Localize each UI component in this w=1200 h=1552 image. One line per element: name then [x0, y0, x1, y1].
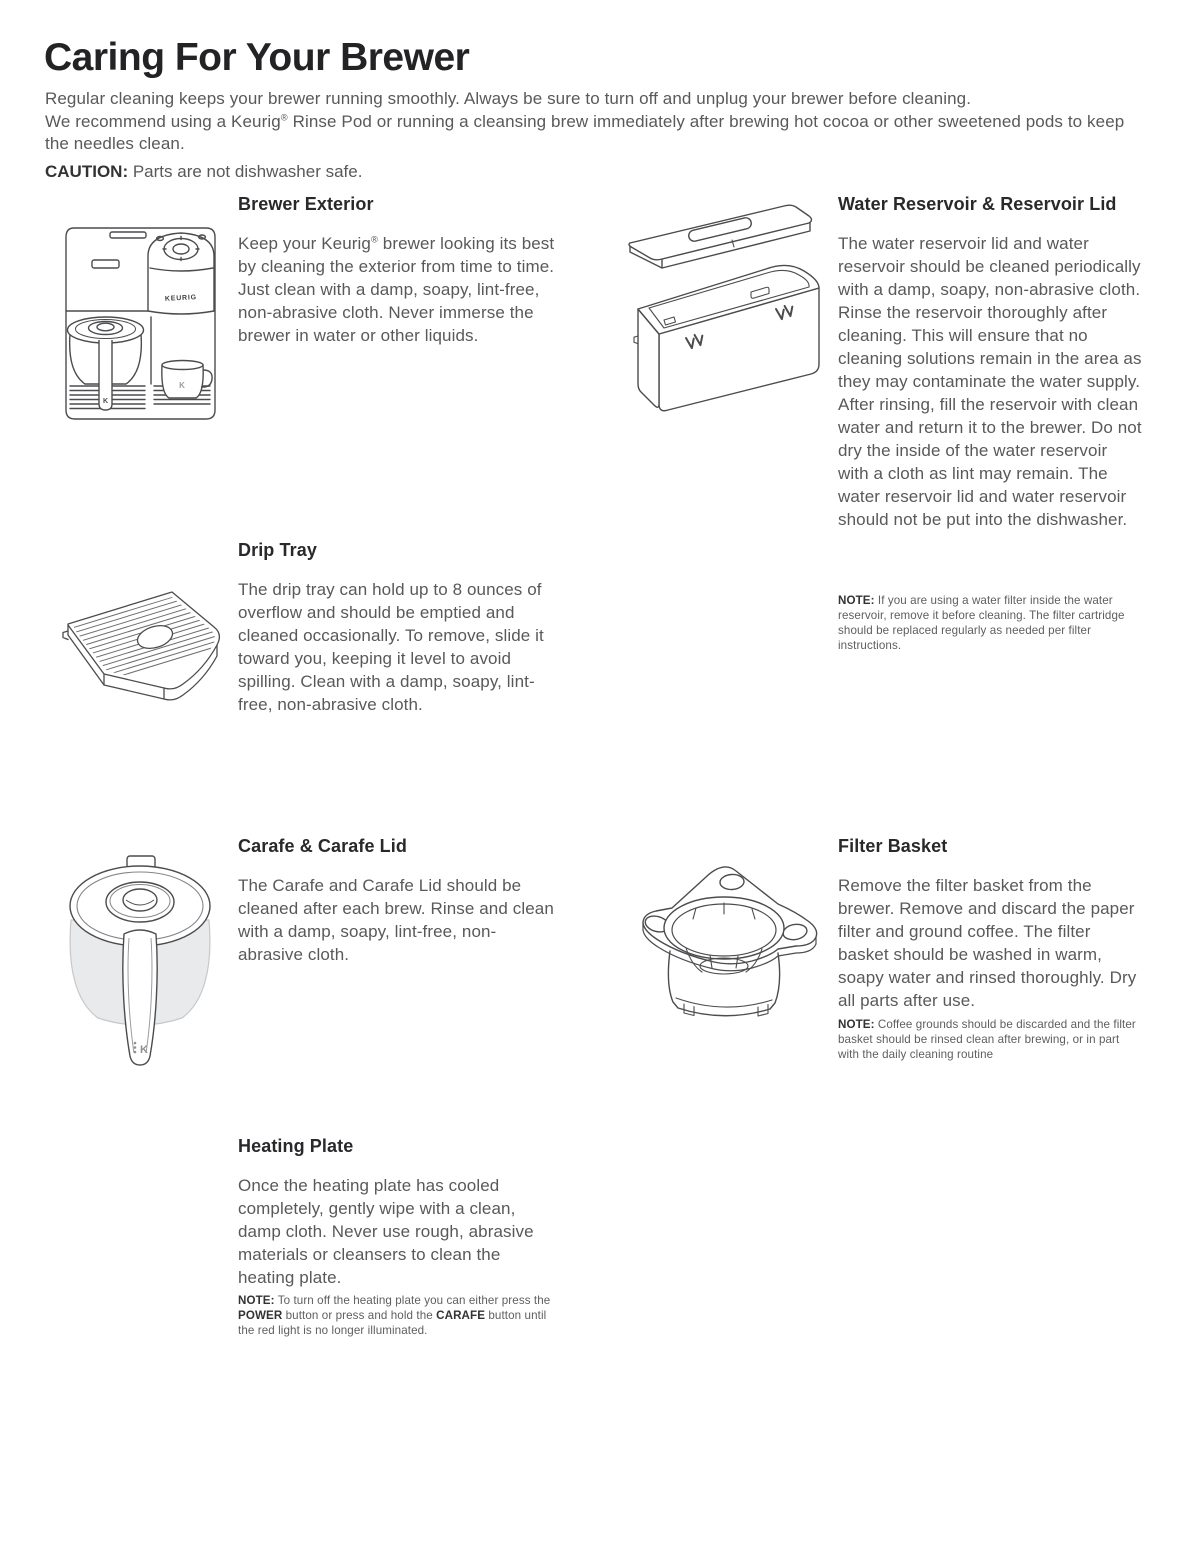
- drip-tray-figure: [58, 588, 240, 716]
- brewer-exterior-figure: [48, 216, 233, 431]
- page-title: Caring For Your Brewer: [44, 36, 470, 79]
- drip-tray-heading: Drip Tray: [238, 540, 317, 560]
- caution-line: CAUTION: Parts are not dishwasher safe.: [45, 162, 363, 181]
- water-reservoir-heading: Water Reservoir & Reservoir Lid: [838, 194, 1117, 214]
- water-reservoir-figure: [616, 196, 831, 424]
- brewer-exterior-body: Keep your Keurig® brewer looking its best by cleaning the exterior from time to time. Just clean with a damp, soapy, lint-free, non-abrasive cloth. Never immerse the brewer in water or other liquids.: [238, 234, 555, 345]
- keurig-logo-text: KEURIG: [164, 294, 198, 303]
- filter-basket-note: NOTE: Coffee grounds should be discarded and the filter basket should be rinsed clean after brewing, or in part with the daily cleaning routine: [838, 1018, 1136, 1061]
- mug-k-mark: K: [179, 381, 185, 390]
- water-reservoir-note: NOTE: If you are using a water filter inside the water reservoir, remove it before cleaning. The filter cartridge should be replaced regularly as needed per filter instructions.: [838, 594, 1125, 652]
- carafe-heading: Carafe & Carafe Lid: [238, 836, 407, 856]
- carafe-handle-k-mark: K: [140, 1044, 148, 1056]
- filter-basket-body: Remove the filter basket from the brewer. Remove and discard the paper filter and ground coffee. The filter basket should be washed in warm, soapy water and rinsed thoroughly. Dry all parts after use.: [838, 876, 1137, 1010]
- filter-basket-heading: Filter Basket: [838, 836, 948, 856]
- water-reservoir-body: The water reservoir lid and water reservoir should be cleaned periodically with a damp, soapy, non-abrasive cloth. Rinse the reservoir thoroughly after cleaning. This will ensure that no cleaning solutions remain in the area as they may contaminate the water supply. After rinsing, fill the reservoir with clean water and return it to the brewer. Do not dry the inside of the water reservoir with a cloth as lint may remain. The water reservoir lid and water reservoir should not be put into the dishwasher.: [838, 234, 1142, 529]
- carafe-k-mark: K: [102, 398, 109, 405]
- carafe-body: The Carafe and Carafe Lid should be cleaned after each brew. Rinse and clean with a damp, soapy, lint-free, non-abrasive cloth.: [238, 876, 554, 964]
- filter-basket-figure: [620, 856, 820, 1022]
- brewer-exterior-heading: Brewer Exterior: [238, 194, 374, 214]
- intro-paragraph: Regular cleaning keeps your brewer running smoothly. Always be sure to turn off and unplug your brewer before cleaning. We recommend using a Keurig® Rinse Pod or running a cleansing brew immediately after brewing hot cocoa or other sweetened pods to keep the needles clean.: [45, 89, 1125, 153]
- heating-plate-heading: Heating Plate: [238, 1136, 354, 1156]
- drip-tray-body: The drip tray can hold up to 8 ounces of overflow and should be emptied and cleaned occasionally. To remove, slide it toward you, keeping it level to avoid spilling. Clean with a damp, soapy, lint-free, non-abrasive cloth.: [238, 580, 544, 714]
- heating-plate-body: Once the heating plate has cooled completely, gently wipe with a clean, damp cloth. Never use rough, abrasive materials or cleansers to clean the heating plate.: [238, 1176, 534, 1287]
- carafe-figure: [52, 850, 234, 1088]
- heating-plate-note: NOTE: To turn off the heating plate you can either press the POWER button or press and hold the CARAFE button until the red light is no longer illuminated.: [238, 1294, 551, 1337]
